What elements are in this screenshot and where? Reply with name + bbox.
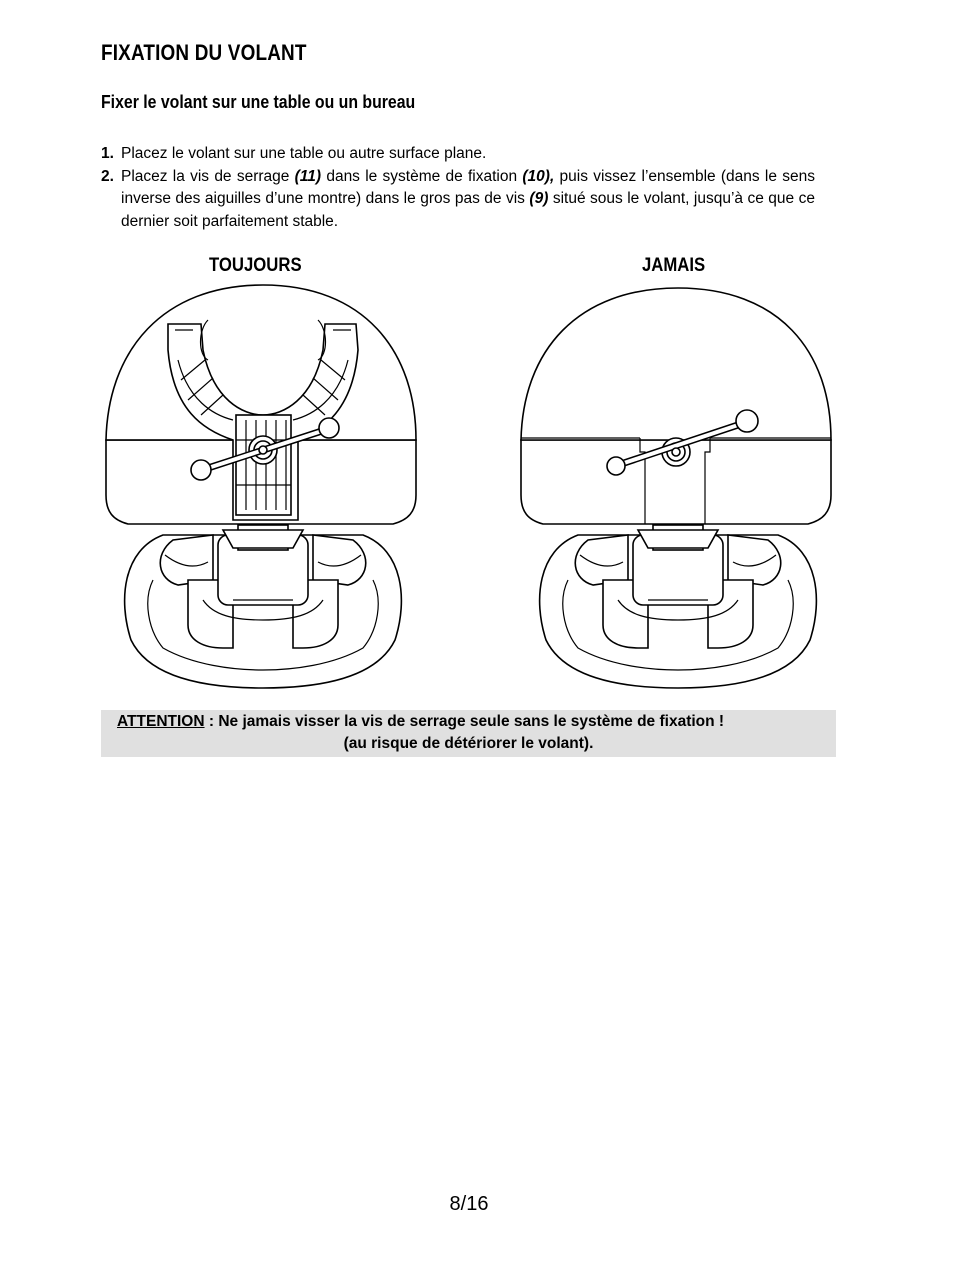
warning-box: [101, 710, 836, 757]
list-item: [101, 166, 815, 234]
warning-label: ATTENTION: [117, 713, 205, 730]
figure-incorrect-mounting: [518, 280, 836, 690]
step-text: dans le système de fixation: [321, 167, 523, 185]
warning-line: (au risque de détériorer le volant).: [343, 735, 594, 752]
step-number: 2.: [101, 167, 114, 185]
steering-wheel-illustration: [125, 525, 402, 688]
warning-line: [117, 711, 724, 733]
figure-label-toujours: TOUJOURS: [209, 255, 302, 276]
instruction-list: [101, 143, 815, 233]
step-text: situé sous le volant, jusqu’à ce que ce dernier soit parfaitement stable.: [121, 190, 816, 230]
step-number: 1.: [101, 145, 114, 162]
base-housing-illustration: [521, 288, 831, 524]
warning-text: : Ne jamais visser la vis de serrage seule sans le système de fixation !: [204, 713, 725, 730]
step-text: puis vissez l’ensemble (dans le sens inverse des aiguilles d’une montre) dans le gros pas de vis: [121, 167, 815, 207]
steering-wheel-illustration: [540, 525, 817, 688]
part-ref-11: (11): [294, 167, 322, 185]
part-ref-9: (9): [529, 190, 549, 207]
figure-label-jamais: JAMAIS: [642, 255, 706, 276]
step-text: Placez le volant sur une table ou autre surface plane.: [121, 145, 487, 162]
list-item: [101, 143, 815, 166]
section-title: FIXATION DU VOLANT: [101, 40, 307, 65]
step-text: Placez la vis de serrage: [121, 167, 295, 185]
part-ref-10: (10),: [522, 167, 555, 185]
page-number: 8/16: [449, 1193, 489, 1215]
section-subtitle: Fixer le volant sur une table ou un bureau: [101, 92, 416, 112]
figure-correct-mounting: [103, 280, 421, 690]
